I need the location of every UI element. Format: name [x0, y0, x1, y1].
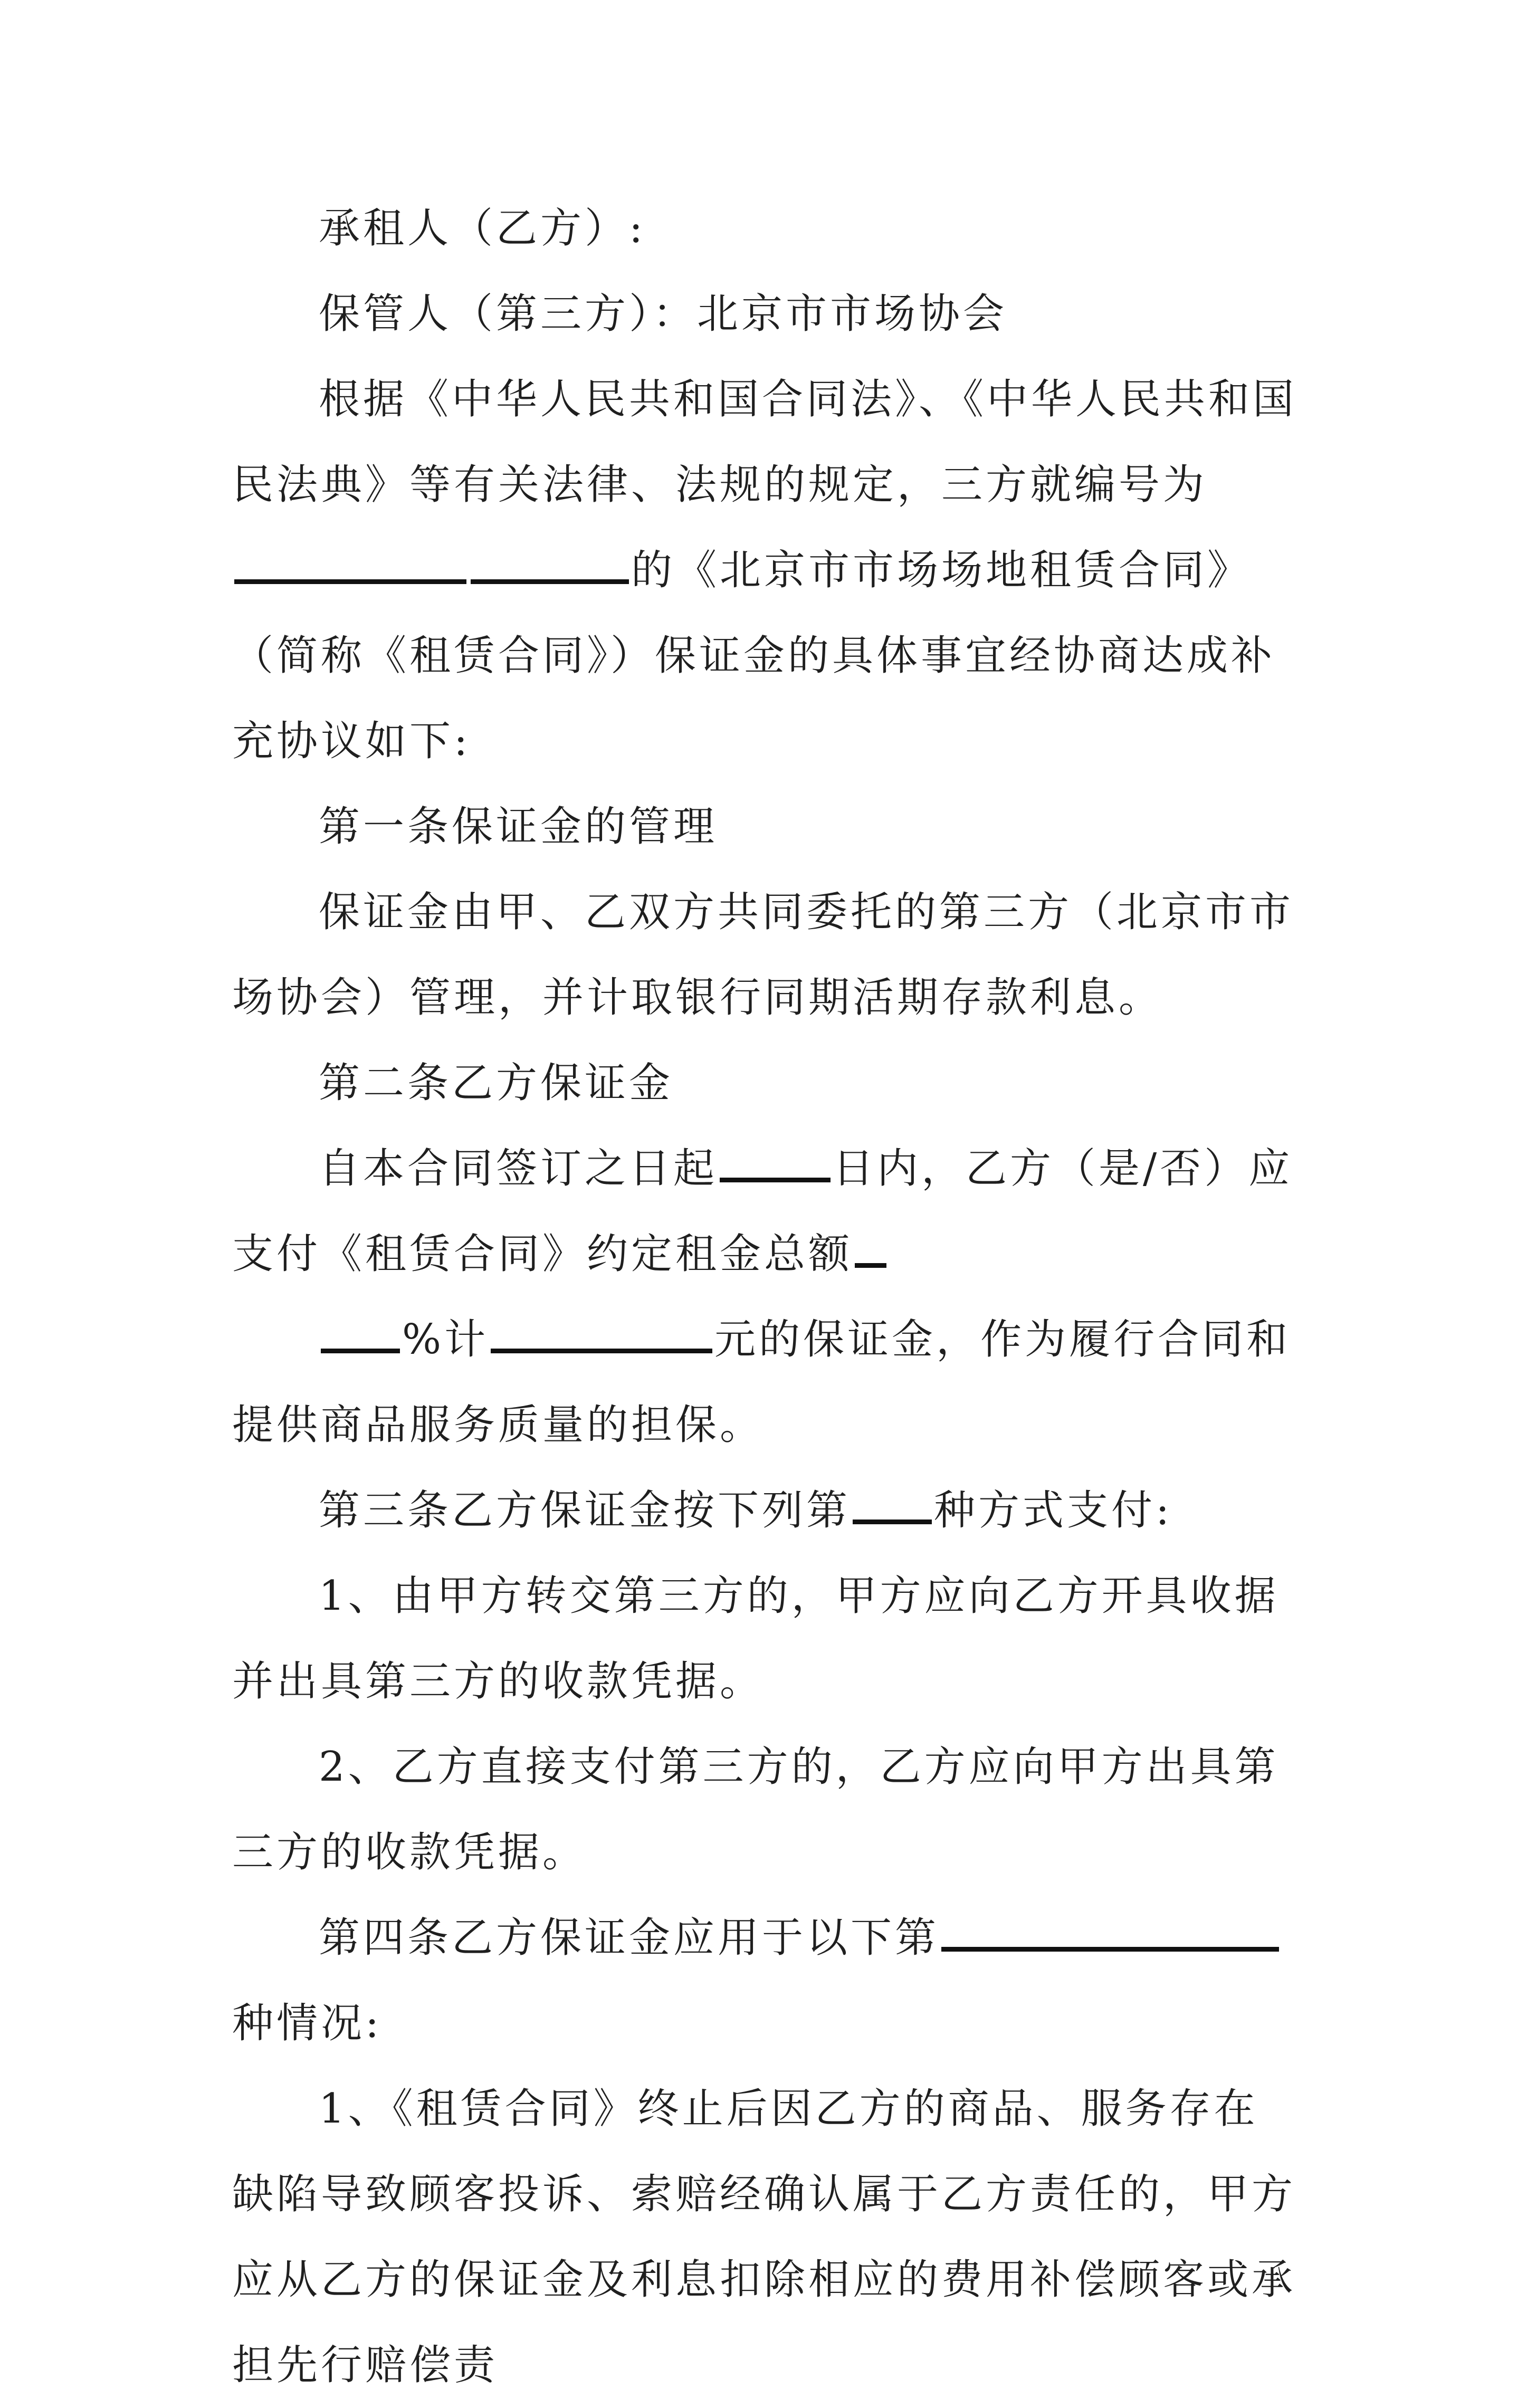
- article-1-body-text: 保证金由甲、乙双方共同委托的第三方（北京市市场协会）管理，并计取银行同期活期存款利息。: [232, 888, 1294, 1021]
- article-2-title: [232, 1040, 1298, 1126]
- lessee-text: 承租人（乙方）:: [319, 205, 646, 252]
- article-3-item-2: [232, 1724, 1298, 1895]
- intro-paragraph: [232, 357, 1298, 784]
- article-1-body: [232, 869, 1298, 1040]
- article-4-item-1-text: 1、《租赁合同》终止后因乙方的商品、服务存在缺陷导致顾客投诉、索赔经确认属于乙方责任的，甲方应从乙方的保证金及利息扣除相应的费用补偿顾客或承担先行赔偿责: [232, 2085, 1296, 2389]
- intro-text-b: 的《北京市市场场地租赁合同》（简称《租赁合同》）保证金的具体事宜经协商达成补充协议如下:: [232, 547, 1276, 765]
- article-4-text-a: 第四条乙方保证金应用于以下第: [319, 1914, 940, 1962]
- article-2-text-a: 自本合同签订之日起: [319, 1145, 718, 1192]
- document-body: [232, 186, 1298, 2408]
- percent-blank-cont: [321, 1316, 400, 1353]
- article-2-body-cont: [232, 1297, 1298, 1468]
- article-3-item-2-text: 2、乙方直接支付第三方的，乙方应向甲方出具第三方的收款凭据。: [232, 1743, 1279, 1876]
- days-blank: [720, 1145, 831, 1182]
- article-4-item-1: [232, 2066, 1298, 2408]
- contract-number-blank: [234, 547, 466, 584]
- article-2-text-c: %计: [402, 1316, 489, 1363]
- lessee-line: [232, 186, 1298, 271]
- article-3-item-1: [232, 1553, 1298, 1724]
- article-4-title: [232, 1895, 1298, 2066]
- article-2-body: [232, 1126, 1298, 1297]
- article-3-text-a: 第三条乙方保证金按下列第: [319, 1487, 851, 1534]
- percent-blank: [855, 1231, 886, 1268]
- contract-number-blank-cont: [471, 547, 629, 584]
- amount-blank: [491, 1316, 712, 1353]
- payment-method-blank: [853, 1487, 932, 1524]
- article-3-text-b: 种方式支付:: [934, 1487, 1173, 1534]
- custodian-line: [232, 271, 1298, 357]
- article-4-text-b: 种情况:: [232, 2000, 383, 2047]
- article-3-title: [232, 1468, 1298, 1553]
- article-2-text-b: 日内，乙方（是/否）应支付《租赁合同》约定租金总额: [232, 1145, 1293, 1278]
- usage-case-blank: [941, 1915, 1279, 1952]
- article-3-item-1-text: 1、由甲方转交第三方的，甲方应向乙方开具收据并出具第三方的收款凭据。: [232, 1572, 1279, 1705]
- article-2-title-text: 第二条乙方保证金: [319, 1059, 674, 1107]
- custodian-text: 保管人（第三方）：北京市市场协会: [319, 290, 1008, 338]
- article-1-title-text: 第一条保证金的管理: [319, 803, 718, 851]
- intro-text-a: 根据《中华人民共和国合同法》、《中华人民共和国民法典》等有关法律、法规的规定，三方就编号为: [232, 376, 1297, 509]
- article-2-text-d: 元的保证金，作为履行合同和提供商品服务质量的担保。: [232, 1316, 1291, 1449]
- article-1-title: [232, 784, 1298, 869]
